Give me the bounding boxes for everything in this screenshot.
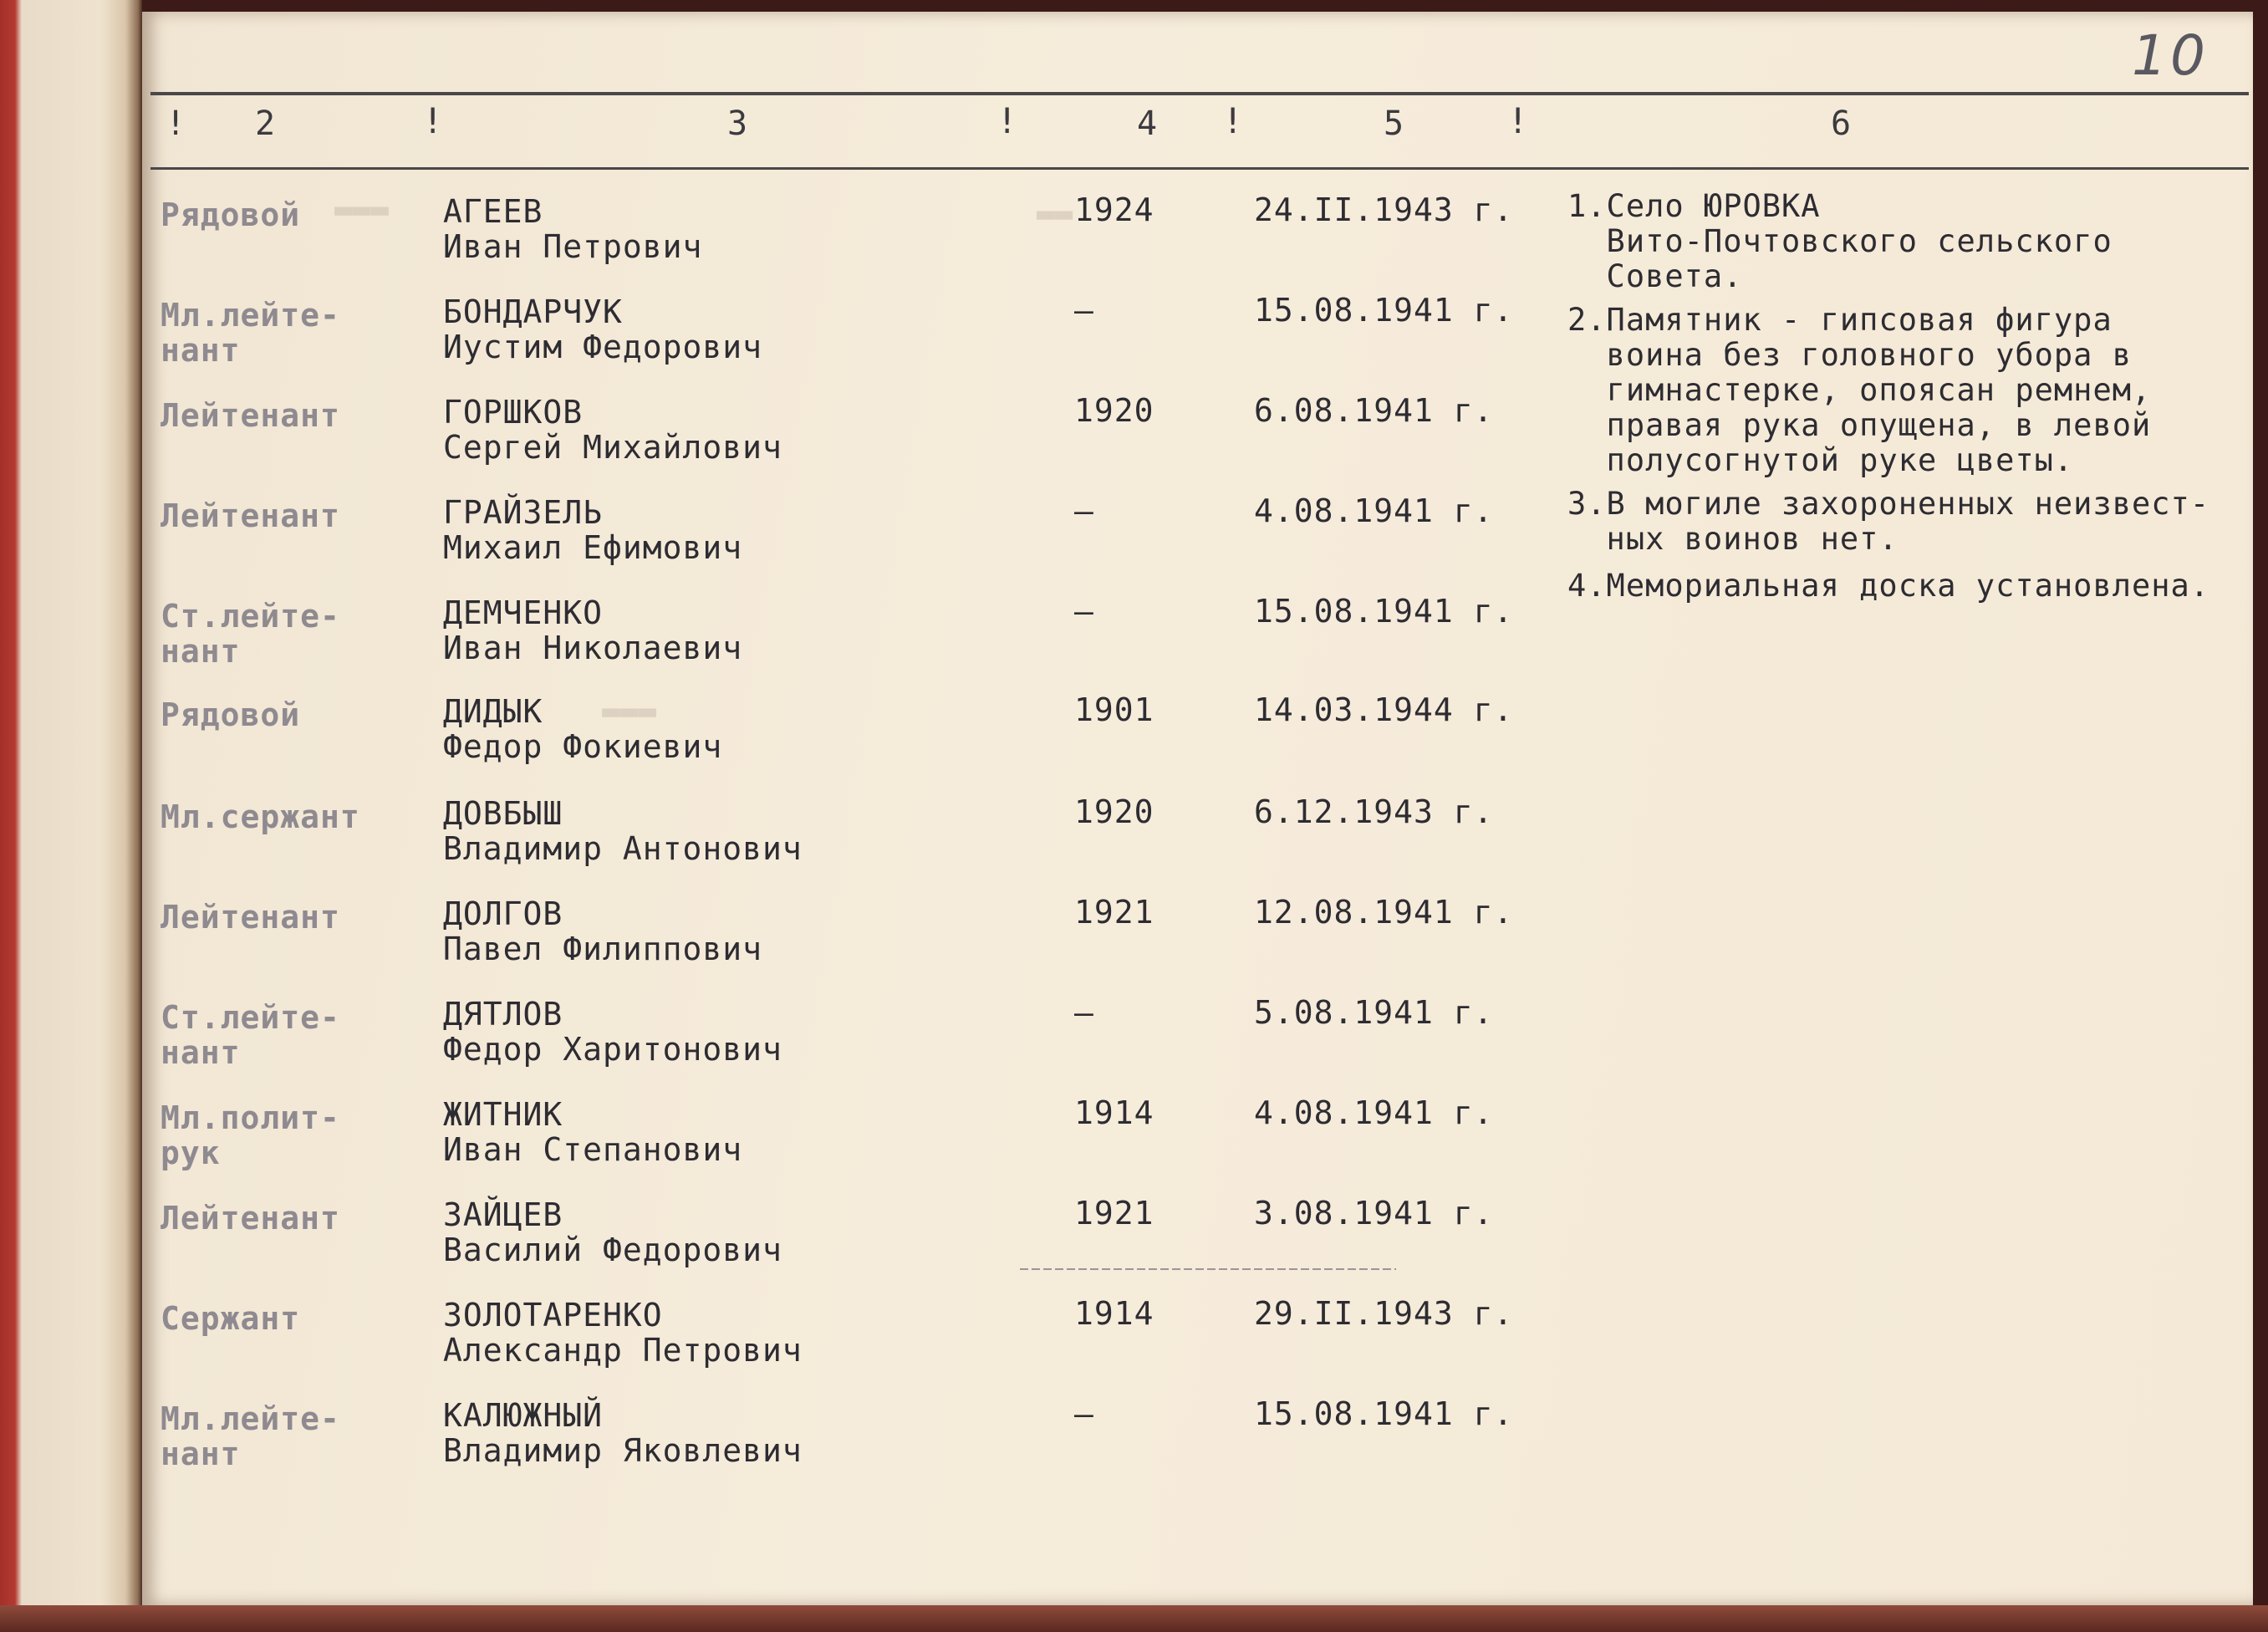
- given-name-cell: Иван Степанович: [443, 1131, 743, 1168]
- note-item: 1.Село ЮРОВКА Вито-Почтовского сельского Совета.: [1567, 188, 2113, 294]
- death-date-cell: 29.II.1943 г.: [1254, 1295, 1514, 1332]
- bleed-through-mark: ▬▬: [1037, 196, 1073, 231]
- given-name-cell: Владимир Яковлевич: [443, 1432, 803, 1469]
- given-name-cell: Сергей Михайлович: [443, 429, 782, 466]
- rank-cell: Сержант: [161, 1300, 301, 1337]
- note-item: 3.В могиле захороненных неизвест- ных воинов нет.: [1567, 486, 2210, 557]
- page-number: 10: [2132, 23, 2209, 88]
- rank-cell: Лейтенант: [161, 497, 340, 534]
- birth-year-cell: 1921: [1074, 1195, 1154, 1232]
- rank-cell: Ст.лейте- нант: [161, 598, 340, 670]
- given-name-cell: Федор Харитонович: [443, 1031, 782, 1068]
- rank-cell: Лейтенант: [161, 397, 340, 434]
- header-separator: !: [1507, 100, 1529, 141]
- birth-year-cell: 1921: [1074, 894, 1154, 931]
- surname-cell: ГРАЙЗЕЛЬ: [443, 494, 604, 531]
- birth-year-cell: —: [1074, 492, 1094, 529]
- death-date-cell: 6.12.1943 г.: [1254, 793, 1494, 830]
- note-item: 2.Памятник - гипсовая фигура воина без головного убора в гимнастерке, опоясан ремнем, правая рука опущена, в левой полусогнутой руке цветы.: [1567, 302, 2152, 478]
- surname-cell: ДЯТЛОВ: [443, 996, 563, 1033]
- surname-cell: КАЛЮЖНЫЙ: [443, 1397, 604, 1434]
- death-date-cell: 24.II.1943 г.: [1254, 191, 1514, 228]
- death-date-cell: 15.08.1941 г.: [1254, 593, 1514, 630]
- birth-year-cell: 1920: [1074, 392, 1154, 429]
- bleed-through-mark: ▬▬▬: [602, 694, 657, 728]
- death-date-cell: 5.08.1941 г.: [1254, 994, 1494, 1031]
- surname-cell: ГОРШКОВ: [443, 394, 584, 431]
- birth-year-cell: —: [1074, 593, 1094, 630]
- death-date-cell: 3.08.1941 г.: [1254, 1195, 1494, 1232]
- surname-cell: БОНДАРЧУК: [443, 293, 623, 330]
- header-col-3: 3: [727, 105, 748, 143]
- surname-cell: ДОЛГОВ: [443, 895, 563, 932]
- given-name-cell: Иван Петрович: [443, 228, 703, 265]
- header-bottom-rule: [150, 167, 2249, 170]
- given-name-cell: Павел Филиппович: [443, 931, 763, 967]
- rank-cell: Лейтенант: [161, 899, 340, 936]
- given-name-cell: Василий Федорович: [443, 1232, 782, 1268]
- header-col-6: 6: [1831, 105, 1852, 143]
- surname-cell: ДЕМЧЕНКО: [443, 594, 604, 631]
- note-item: 4.Мемориальная доска установлена.: [1567, 568, 2210, 604]
- birth-year-cell: 1914: [1074, 1295, 1154, 1332]
- rank-cell: Рядовой: [161, 696, 301, 733]
- surname-cell: ЗАЙЦЕВ: [443, 1196, 563, 1233]
- header-separator: !: [422, 100, 444, 141]
- surname-cell: ЖИТНИК: [443, 1096, 563, 1133]
- death-date-cell: 12.08.1941 г.: [1254, 894, 1514, 931]
- rank-cell: Мл.сержант: [161, 798, 360, 835]
- death-date-cell: 6.08.1941 г.: [1254, 392, 1494, 429]
- header-col-4: 4: [1137, 105, 1158, 143]
- rank-cell: Рядовой: [161, 196, 301, 233]
- header-col-5: 5: [1384, 105, 1404, 143]
- bleed-through-mark: ▬▬▬: [334, 192, 390, 227]
- surname-cell: ДОВБЫШ: [443, 795, 563, 832]
- header-col-1: !: [166, 105, 186, 143]
- given-name-cell: Иустим Федорович: [443, 329, 763, 365]
- surname-cell: ДИДЫК: [443, 693, 543, 730]
- given-name-cell: Владимир Антонович: [443, 830, 803, 867]
- header-separator: !: [996, 100, 1018, 141]
- book-binding: [0, 0, 142, 1632]
- rank-cell: Лейтенант: [161, 1200, 340, 1237]
- birth-year-cell: 1914: [1074, 1094, 1154, 1131]
- dashed-underline: [1020, 1268, 1396, 1270]
- given-name-cell: Федор Фокиевич: [443, 728, 723, 765]
- birth-year-cell: —: [1074, 292, 1094, 329]
- death-date-cell: 4.08.1941 г.: [1254, 1094, 1494, 1131]
- header-separator: !: [1222, 100, 1244, 141]
- book-edge: [0, 1605, 2268, 1632]
- rank-cell: Мл.лейте- нант: [161, 297, 340, 369]
- death-date-cell: 4.08.1941 г.: [1254, 492, 1494, 529]
- header-col-2: 2: [255, 105, 276, 143]
- rank-cell: Мл.лейте- нант: [161, 1400, 340, 1472]
- death-date-cell: 15.08.1941 г.: [1254, 292, 1514, 329]
- given-name-cell: Александр Петрович: [443, 1332, 803, 1369]
- birth-year-cell: 1920: [1074, 793, 1154, 830]
- birth-year-cell: 1924: [1074, 191, 1154, 228]
- given-name-cell: Иван Николаевич: [443, 630, 743, 666]
- rank-cell: Ст.лейте- нант: [161, 999, 340, 1071]
- header-top-rule: [150, 92, 2249, 95]
- death-date-cell: 14.03.1944 г.: [1254, 691, 1514, 728]
- birth-year-cell: 1901: [1074, 691, 1154, 728]
- given-name-cell: Михаил Ефимович: [443, 529, 743, 566]
- birth-year-cell: —: [1074, 1395, 1094, 1432]
- birth-year-cell: —: [1074, 994, 1094, 1031]
- surname-cell: АГЕЕВ: [443, 193, 543, 230]
- surname-cell: ЗОЛОТАРЕНКО: [443, 1297, 663, 1334]
- death-date-cell: 15.08.1941 г.: [1254, 1395, 1514, 1432]
- rank-cell: Мл.полит- рук: [161, 1099, 340, 1171]
